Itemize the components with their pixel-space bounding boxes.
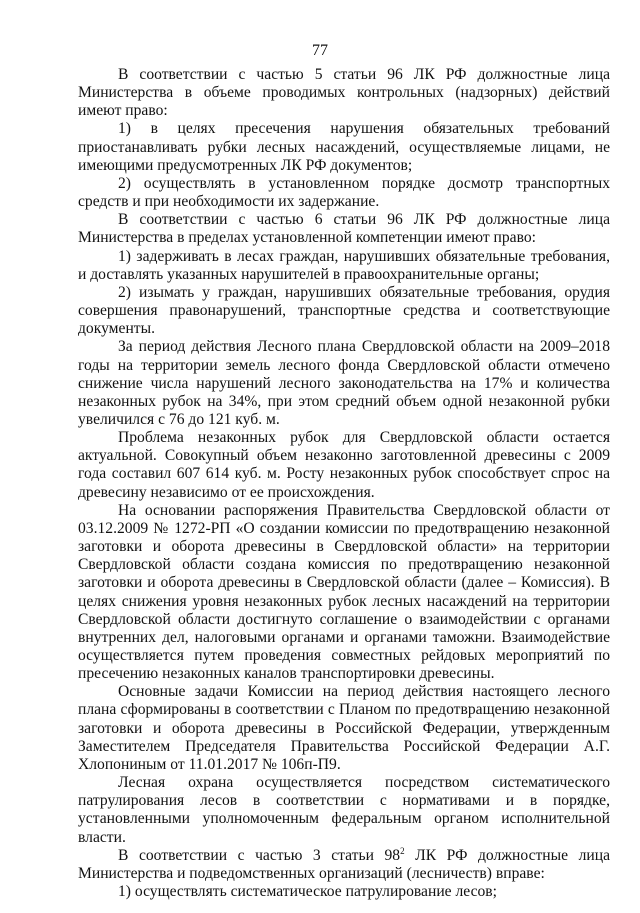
paragraph-text: В соответствии с частью 3 статьи 98 [118, 846, 401, 864]
paragraph: 2) изымать у граждан, нарушивших обязательные требования, орудия совершения правонарушений, транспортные средства и соответствующие документы. [78, 283, 610, 338]
paragraph: За период действия Лесного плана Свердловской области на 2009–2018 годы на территории земель лесного фонда Свердловской области отмечено снижение числа нарушений лесного законодательства на 17% и количества незаконных рубок на 34%, при этом средний объем одной незаконной рубки увеличился с 76 до 121 куб. м. [78, 338, 610, 428]
document-body [78, 66, 610, 901]
paragraph: 2) осуществлять в установленном порядке досмотр транспортных средств и при необходимости их задержание. [78, 174, 610, 211]
superscript: 2 [400, 845, 405, 856]
paragraph: Лесная охрана осуществляется посредством систематического патрулирования лесов в соответствии с нормативами и в порядке, установленными уполномоченным федеральным органом исполнительной власти. [78, 774, 610, 846]
page-number: 77 [312, 42, 328, 59]
paragraph [78, 847, 610, 883]
paragraph: В соответствии с частью 6 статьи 96 ЛК РФ должностные лица Министерства в пределах установленной компетенции имеют право: [78, 211, 610, 247]
paragraph: 1) в целях пресечения нарушения обязательных требований приостанавливать рубки лесных насаждений, осуществляемые лицами, не имеющими предусмотренных ЛК РФ документов; [78, 120, 610, 174]
paragraph: В соответствии с частью 5 статьи 96 ЛК РФ должностные лица Министерства в объеме проводимых контрольных (надзорных) действий имеют право: [78, 66, 610, 120]
paragraph: На основании распоряжения Правительства Свердловской области от 03.12.2009 № 1272-РП «О создании комиссии по предотвращению незаконной заготовки и оборота древесины в Свердловской области» на территории Свердловской области создана комиссия по предотвращению незаконной заготовки и оборота древесины в Свердловской области (далее – Комиссия). В целях снижения уровня незаконных рубок лесных насаждений на территории Свердловской области достигнуто соглашение о взаимодействии с органами внутренних дел, налоговыми органами и органами таможни. Взаимодействие осуществляется путем проведения совместных рейдовых мероприятий по пресечению незаконных каналов транспортировки древесины. [78, 501, 610, 683]
paragraph: 1) осуществлять систематическое патрулирование лесов; [118, 883, 497, 901]
paragraph: Проблема незаконных рубок для Свердловской области остается актуальной. Совокупный объем незаконно заготовленной древесины с 2009 года составил 607 614 куб. м. Росту незаконных рубок способствует спрос на древесину независимо от ее происхождения. [78, 429, 610, 501]
paragraph: 1) задерживать в лесах граждан, нарушивших обязательные требования, и доставлять указанных нарушителей в правоохранительные органы; [78, 247, 610, 283]
paragraph: Основные задачи Комиссии на период действия настоящего лесного плана сформированы в соответствии с Планом по предотвращению незаконной заготовки и оборота древесины в Российской Федерации, утвержденным Заместителем Председателя Правительства Российской Федерации А.Г. Хлопониным от 11.01.2017 № 106п-П9. [78, 683, 610, 773]
paragraph-text: ЛК РФ должностные лица Министерства и подведомственных организаций (лесничеств) вправе: [78, 846, 610, 882]
